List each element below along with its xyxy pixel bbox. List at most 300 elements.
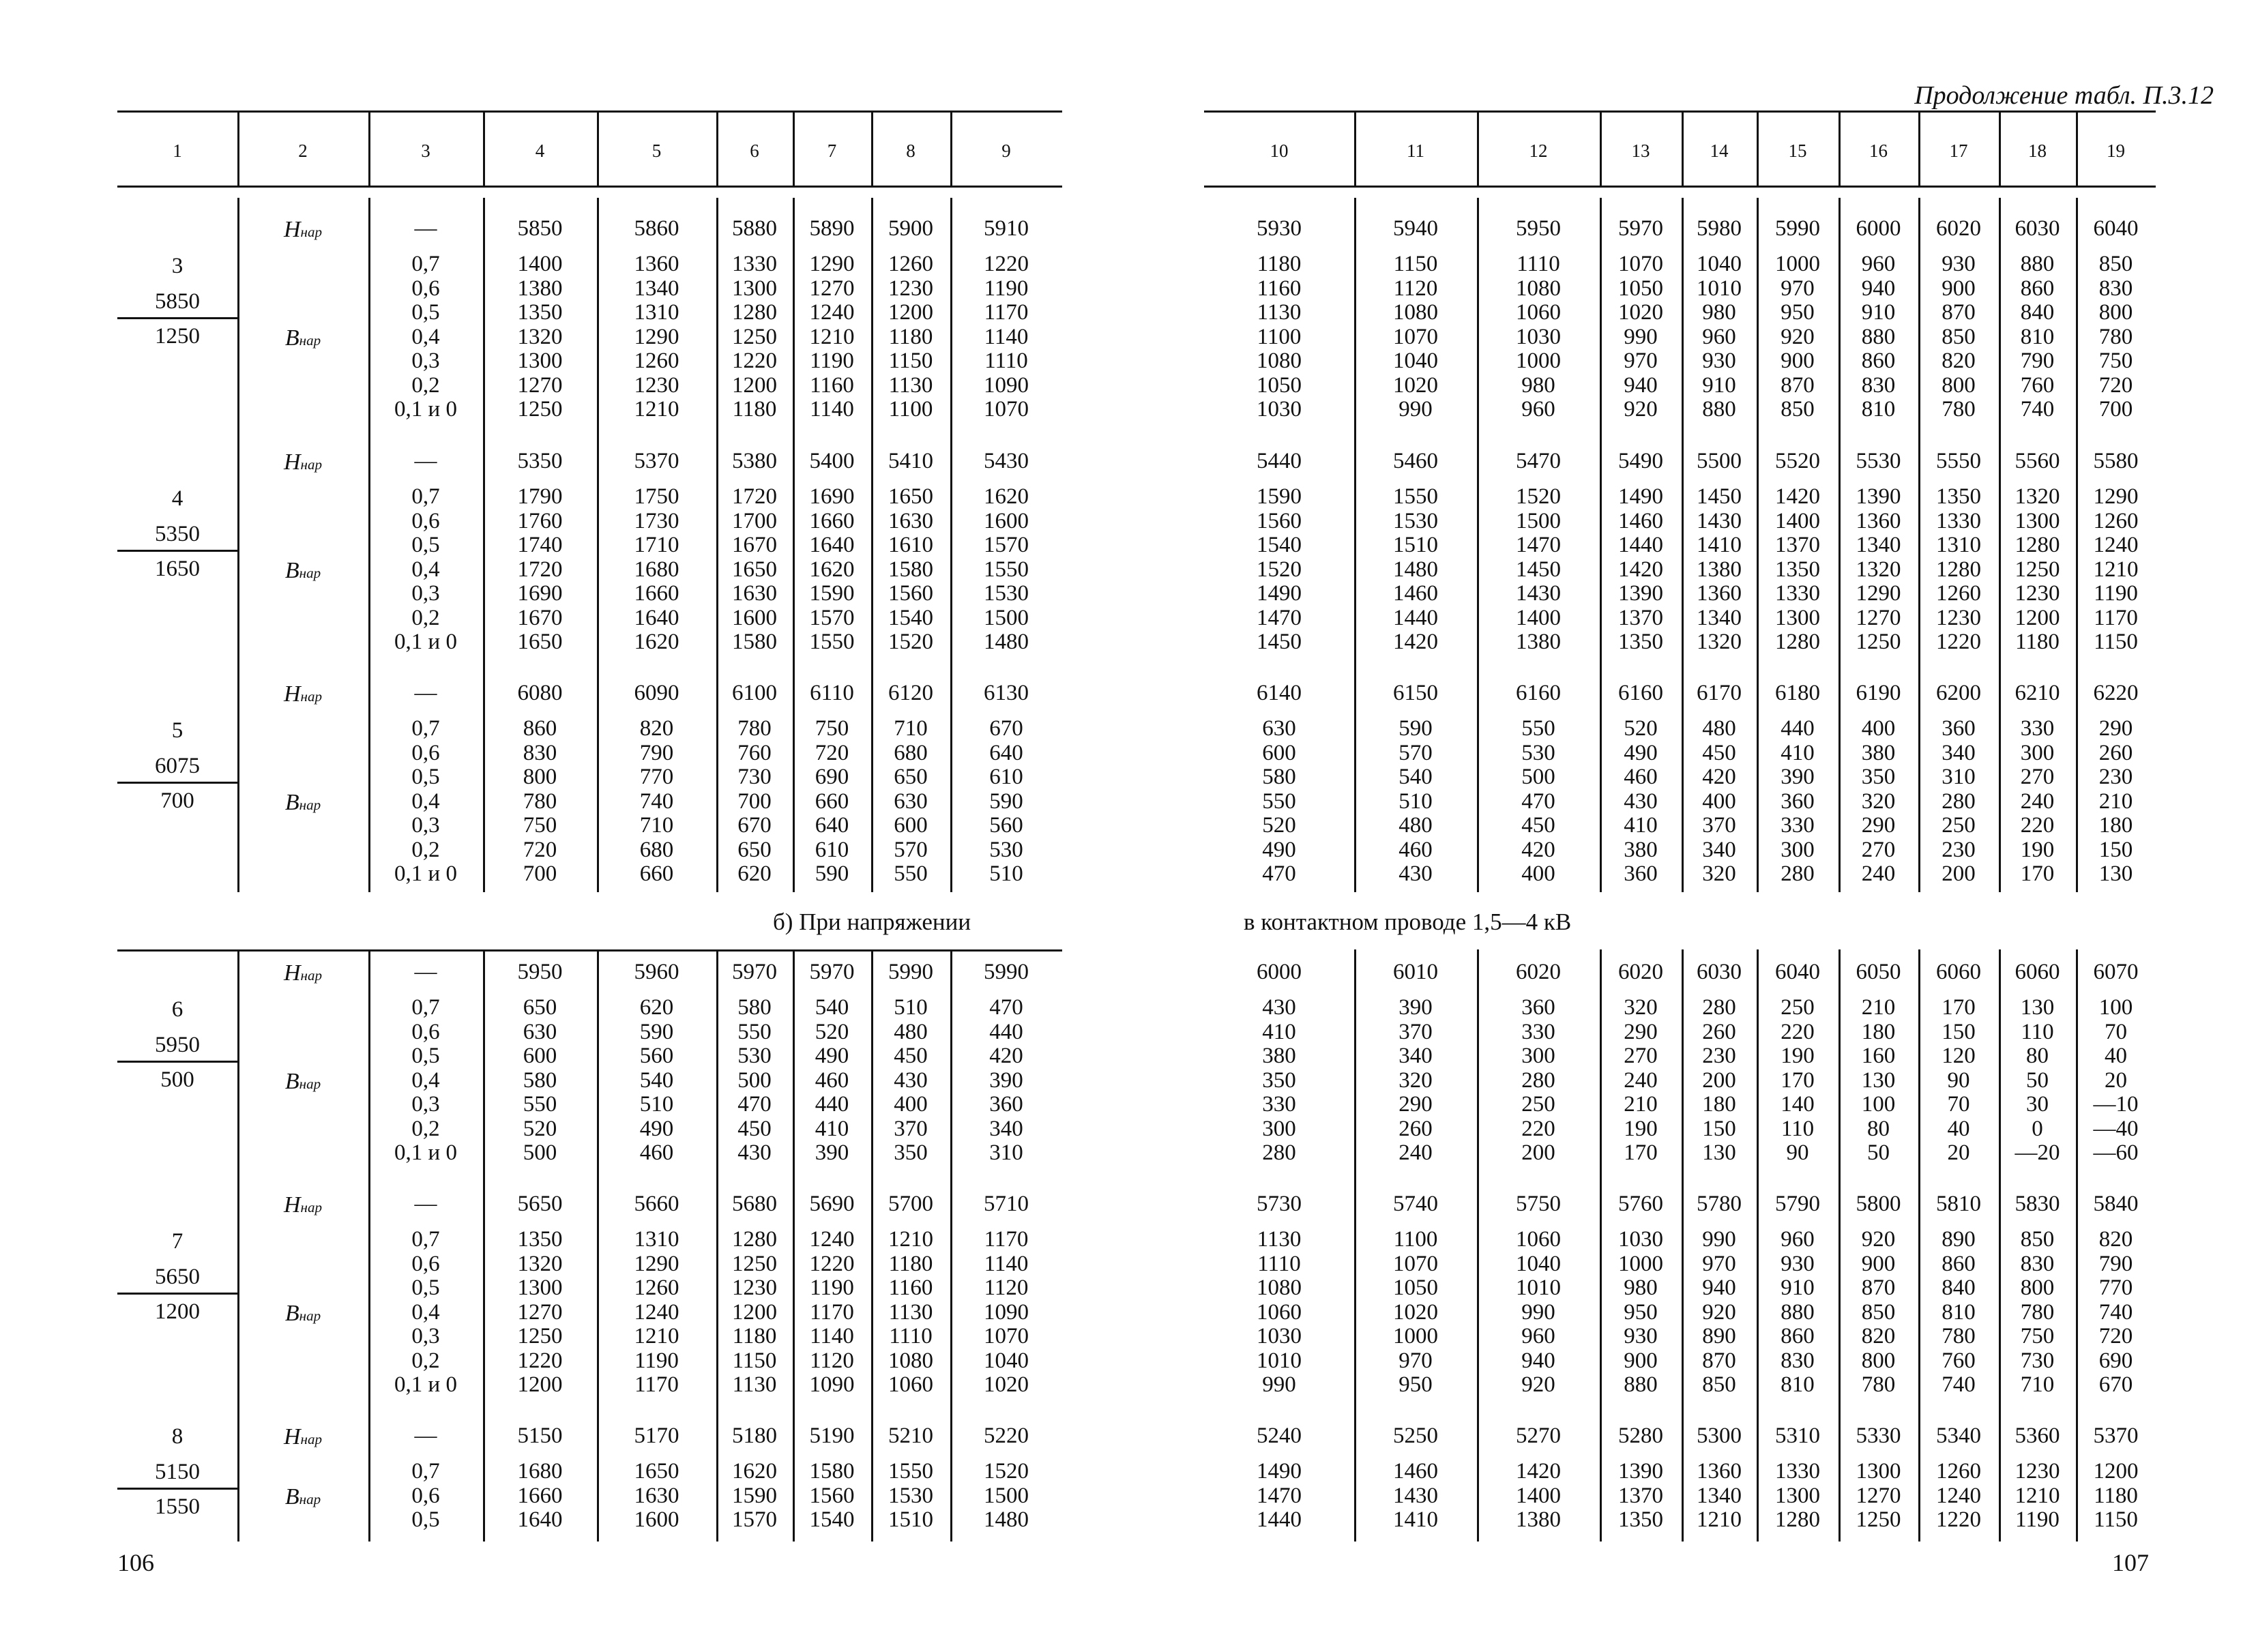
h-label: [237, 449, 368, 475]
b-value: 920: [1781, 324, 1815, 349]
b-value: 280: [1781, 861, 1815, 886]
b-value: 870: [1861, 1275, 1896, 1300]
b-value: 1270: [809, 276, 855, 301]
b-value: 40: [2105, 1044, 2127, 1068]
b-value: 1020: [1393, 1299, 1438, 1325]
b-value: 640: [989, 740, 1023, 765]
h-value: 6200: [1936, 681, 1981, 705]
b-value: 740: [639, 788, 674, 814]
b-value: 1640: [517, 1507, 563, 1532]
b-value: 1200: [2015, 605, 2060, 630]
b-value: 1210: [2093, 557, 2139, 582]
b-value: 970: [1702, 1251, 1736, 1276]
b-value: 1620: [809, 557, 855, 582]
b-value: 610: [815, 837, 849, 862]
header-column-separator: [1600, 112, 1602, 186]
b-value: 840: [2020, 300, 2055, 325]
b-value: 1640: [634, 605, 679, 630]
b-parameter: 0,7: [411, 484, 440, 509]
b-value: 1030: [1516, 324, 1561, 349]
b-value: 230: [1942, 837, 1976, 862]
b-value: 520: [1262, 813, 1296, 838]
b-value: 1530: [984, 581, 1029, 606]
b-value: 880: [1861, 324, 1896, 349]
header-column-separator: [1918, 112, 1920, 186]
b-value: 1380: [1697, 557, 1742, 582]
b-value: 1340: [1697, 1483, 1742, 1508]
b-value: 1560: [888, 581, 933, 606]
section-number: 5: [171, 718, 184, 743]
b-value: 1380: [1516, 630, 1561, 654]
b-value: 1280: [1775, 1507, 1820, 1532]
b-value: 1040: [1393, 349, 1438, 373]
b-value: 790: [2098, 1251, 2133, 1276]
b-value: 860: [1781, 1324, 1815, 1348]
b-value: 510: [989, 861, 1023, 886]
b-parameter: 0,4: [411, 324, 440, 349]
b-parameter: 0,6: [411, 1251, 440, 1276]
b-value: 1390: [1618, 1459, 1663, 1484]
b-value: 460: [815, 1067, 849, 1093]
header-column-separator: [1477, 112, 1479, 186]
section-bottom-value: 1550: [155, 1494, 200, 1519]
b-value: 750: [523, 813, 557, 838]
b-value: 320: [1861, 788, 1896, 814]
h-dash: —: [414, 1192, 437, 1216]
b-value: 1440: [1618, 533, 1663, 557]
h-value: 6040: [1775, 960, 1820, 984]
b-value: 1120: [810, 1348, 854, 1373]
h-value: 5950: [1516, 216, 1561, 241]
b-value: 940: [1861, 276, 1896, 301]
h-value: 5980: [1697, 216, 1742, 241]
h-value: 5780: [1697, 1192, 1742, 1216]
h-value: 5860: [634, 216, 679, 241]
b-value: 540: [639, 1067, 674, 1093]
b-value: 510: [1398, 788, 1433, 814]
b-value: 250: [1781, 995, 1815, 1020]
b-letter: B: [284, 1484, 299, 1509]
b-value: 260: [1398, 1116, 1433, 1141]
b-value: 1610: [888, 533, 933, 557]
b-value: 1160: [888, 1275, 933, 1300]
h-value: 5530: [1856, 449, 1901, 473]
b-value: 670: [737, 813, 772, 838]
b-value: 1200: [2093, 1459, 2139, 1484]
b-value: 1170: [634, 1372, 679, 1397]
b-value: 1640: [809, 533, 855, 557]
b-value: 770: [639, 765, 674, 789]
b-value: 1280: [2015, 533, 2060, 557]
section-fraction-bar: [117, 782, 237, 784]
b-value: 490: [1262, 837, 1296, 862]
b-value: 290: [2098, 716, 2133, 741]
b-value: 1070: [984, 397, 1029, 422]
b-value: 890: [1702, 1324, 1736, 1348]
b-parameter: 0,7: [411, 1227, 440, 1252]
b-value: 610: [989, 765, 1023, 789]
b-value: 1620: [732, 1459, 777, 1484]
h-value: 5460: [1393, 449, 1438, 473]
b-parameter: 0,1 и 0: [394, 861, 457, 886]
b-value: 740: [1942, 1372, 1976, 1397]
b-value: 1330: [1775, 581, 1820, 606]
b-value: 630: [523, 1019, 557, 1044]
b-value: 1630: [634, 1483, 679, 1508]
b-value: 440: [815, 1092, 849, 1117]
h-value: 6150: [1393, 681, 1438, 705]
b-value: 1250: [732, 324, 777, 349]
b-value: 490: [1624, 740, 1658, 765]
b-parameter: 0,6: [411, 276, 440, 301]
h-value: 5690: [809, 1192, 855, 1216]
b-value: 1790: [517, 484, 563, 509]
b-value: 1210: [809, 324, 855, 349]
b-value: 1170: [984, 1227, 1029, 1252]
h-value: 6060: [1936, 960, 1981, 984]
section-top-value: 5650: [155, 1264, 200, 1289]
b-value: 1190: [810, 1275, 854, 1300]
b-value: 1370: [1618, 605, 1663, 630]
b-value: 220: [1781, 1019, 1815, 1044]
b-value: 1430: [1516, 581, 1561, 606]
b-value: 1260: [634, 1275, 679, 1300]
b-parameter: 0,6: [411, 1019, 440, 1044]
h-label: [237, 1424, 368, 1450]
b-value: 950: [1781, 300, 1815, 325]
b-value: 980: [1702, 300, 1736, 325]
b-value: 1040: [984, 1348, 1029, 1373]
column-header: 18: [2028, 141, 2047, 161]
h-value: 5270: [1516, 1424, 1561, 1448]
b-value: 1450: [1697, 484, 1742, 509]
b-value: 440: [989, 1019, 1023, 1044]
b-parameter: 0,2: [411, 605, 440, 630]
h-value: 5180: [732, 1424, 777, 1448]
b-value: 300: [2020, 740, 2055, 765]
b-value: 850: [1861, 1299, 1896, 1325]
header-column-separator: [483, 112, 485, 186]
b-value: 110: [2021, 1019, 2054, 1044]
b-value: 1080: [1257, 349, 1302, 373]
b-value: 1470: [1516, 533, 1561, 557]
b-value: 750: [2098, 349, 2133, 373]
b-parameter: 0,4: [411, 788, 440, 814]
b-value: 260: [1702, 1019, 1736, 1044]
b-value: 860: [1942, 1251, 1976, 1276]
b-value: 580: [1262, 765, 1296, 789]
section-bottom-value: 1650: [155, 556, 200, 581]
b-value: 1020: [984, 1372, 1029, 1397]
column-header: 4: [535, 141, 545, 161]
b-value: 360: [1521, 995, 1555, 1020]
b-value: 130: [2098, 861, 2133, 886]
b-value: 1180: [2015, 630, 2060, 654]
b-value: 470: [1521, 788, 1555, 814]
h-value: 6160: [1618, 681, 1663, 705]
b-value: 1420: [1618, 557, 1663, 582]
b-value: 960: [1781, 1227, 1815, 1252]
b-value: 1080: [1257, 1275, 1302, 1300]
b-value: 1550: [888, 1459, 933, 1484]
table-top-rule-left: [117, 110, 1062, 113]
b-value: 1420: [1775, 484, 1820, 509]
b-value: 430: [894, 1067, 928, 1093]
b-value: 210: [1861, 995, 1896, 1020]
b-value: 380: [1624, 837, 1658, 862]
b-value: 1220: [732, 349, 777, 373]
b-value: 1580: [732, 630, 777, 654]
b-value: 460: [639, 1140, 674, 1165]
b-value: 210: [2098, 788, 2133, 814]
h-value: 5500: [1697, 449, 1742, 473]
b-value: 1140: [984, 324, 1029, 349]
b-subscript: нар: [299, 1490, 321, 1507]
b-value: 450: [737, 1116, 772, 1141]
b-value: 1440: [1393, 605, 1438, 630]
b-value: 960: [1521, 1324, 1555, 1348]
b-value: 1690: [809, 484, 855, 509]
b-value: 1090: [984, 372, 1029, 398]
b-value: 30: [2026, 1092, 2049, 1117]
b-value: 910: [1702, 372, 1736, 398]
section-top-value: 6075: [155, 753, 200, 778]
b-value: 1720: [732, 484, 777, 509]
b-value: 1320: [2015, 484, 2060, 509]
b-value: 1070: [1393, 1251, 1438, 1276]
h-value: 5300: [1697, 1424, 1742, 1448]
b-value: 1580: [809, 1459, 855, 1484]
b-value: 1400: [1516, 1483, 1561, 1508]
b-value: 190: [1624, 1116, 1658, 1141]
b-value: 760: [2020, 372, 2055, 398]
b-value: 650: [523, 995, 557, 1020]
b-value: 400: [1521, 861, 1555, 886]
b-value: 1010: [1257, 1348, 1302, 1373]
b-value: 480: [1398, 813, 1433, 838]
b-value: 800: [2020, 1275, 2055, 1300]
b-value: 550: [894, 861, 928, 886]
b-value: 990: [1521, 1299, 1555, 1325]
b-parameter: 0,5: [411, 1044, 440, 1068]
h-value: 6020: [1618, 960, 1663, 984]
b-value: 1280: [732, 300, 777, 325]
h-value: 6170: [1697, 681, 1742, 705]
b-value: 420: [1702, 765, 1736, 789]
b-value: 1660: [517, 1483, 563, 1508]
b-value: 1470: [1257, 1483, 1302, 1508]
h-dash: —: [414, 960, 437, 984]
b-value: 1060: [1516, 300, 1561, 325]
b-value: 1030: [1257, 1324, 1302, 1348]
h-value: 6110: [810, 681, 854, 705]
b-subscript: нар: [299, 796, 321, 813]
column-header: 5: [651, 141, 662, 161]
h-value: 6040: [2093, 216, 2139, 241]
h-value: 5310: [1775, 1424, 1820, 1448]
b-value: 1250: [517, 397, 563, 422]
b-value: 1000: [1775, 252, 1820, 276]
b-value: 200: [1942, 861, 1976, 886]
b-value: 880: [1624, 1372, 1658, 1397]
b-value: 1570: [984, 533, 1029, 557]
b-value: 1250: [2015, 557, 2060, 582]
b-value: 1350: [517, 300, 563, 325]
b-value: 1200: [517, 1372, 563, 1397]
h-subscript: нар: [300, 967, 323, 984]
b-value: 980: [1624, 1275, 1658, 1300]
b-value: 350: [894, 1140, 928, 1165]
b-value: 1440: [1257, 1507, 1302, 1532]
b-value: 830: [1861, 372, 1896, 398]
b-value: 590: [639, 1019, 674, 1044]
right-page-number: 107: [2112, 1549, 2149, 1576]
b-value: 1270: [517, 1299, 563, 1325]
b-value: 1030: [1257, 397, 1302, 422]
b-value: 1220: [1936, 1507, 1981, 1532]
b-value: 270: [1861, 837, 1896, 862]
b-value: 850: [2020, 1227, 2055, 1252]
column-header: 1: [173, 141, 182, 161]
b-value: 200: [1702, 1067, 1736, 1093]
h-value: 5650: [517, 1192, 563, 1216]
h-value: 6080: [517, 681, 563, 705]
b-value: 510: [894, 995, 928, 1020]
b-value: 40: [1947, 1116, 1970, 1141]
b-value: 1650: [517, 630, 563, 654]
section-fraction-bar: [117, 550, 237, 552]
b-value: 530: [989, 837, 1023, 862]
b-value: 640: [815, 813, 849, 838]
h-value: 5240: [1257, 1424, 1302, 1448]
b-value: 310: [989, 1140, 1023, 1165]
b-value: 1200: [732, 1299, 777, 1325]
b-value: 920: [1861, 1227, 1896, 1252]
b-value: 820: [2098, 1227, 2133, 1252]
b-value: 1290: [809, 252, 855, 276]
b-value: 980: [1521, 372, 1555, 398]
b-value: 230: [1702, 1044, 1736, 1068]
b-value: 1090: [984, 1299, 1029, 1325]
b-value: 1580: [888, 557, 933, 582]
b-value: 780: [2098, 324, 2133, 349]
b-value: 380: [1861, 740, 1896, 765]
header-bottom-rule-right: [1204, 186, 2156, 188]
h-value: 5220: [984, 1424, 1029, 1448]
b-value: 70: [1947, 1092, 1970, 1117]
b-value: 1330: [732, 252, 777, 276]
b-value: 1170: [984, 300, 1029, 325]
b-value: 80: [2026, 1044, 2049, 1068]
b-value: 500: [1521, 765, 1555, 789]
b-value: 690: [2098, 1348, 2133, 1373]
b-value: 1070: [1618, 252, 1663, 276]
b-value: 170: [2020, 861, 2055, 886]
b-value: 900: [1781, 349, 1815, 373]
b-value: 740: [2098, 1299, 2133, 1325]
b-value: 1320: [1856, 557, 1901, 582]
h-value: 5800: [1856, 1192, 1901, 1216]
b-value: 1300: [1856, 1459, 1901, 1484]
b-value: 770: [2098, 1275, 2133, 1300]
b-value: 1150: [888, 349, 933, 373]
b-value: 1450: [1257, 630, 1302, 654]
h-value: 5520: [1775, 449, 1820, 473]
b-value: 1130: [732, 1372, 777, 1397]
h-label: [237, 217, 368, 243]
b-value: 790: [2020, 349, 2055, 373]
h-value: 6000: [1257, 960, 1302, 984]
h-dash: —: [414, 216, 437, 241]
b-value: 530: [737, 1044, 772, 1068]
h-subscript: нар: [300, 688, 323, 705]
b-value: 970: [1398, 1348, 1433, 1373]
b-value: 340: [1398, 1044, 1433, 1068]
b-value: 1050: [1618, 276, 1663, 301]
section-number: 6: [171, 997, 184, 1022]
b-value: 780: [1942, 1324, 1976, 1348]
b-value: 880: [1781, 1299, 1815, 1325]
b-value: 1280: [732, 1227, 777, 1252]
b-value: 580: [523, 1067, 557, 1093]
b-value: 510: [639, 1092, 674, 1117]
b-value: 250: [1521, 1092, 1555, 1117]
section-top-value: 5850: [155, 289, 200, 314]
b-value: 350: [1262, 1067, 1296, 1093]
b-value: 1300: [517, 349, 563, 373]
b-value: 1550: [984, 557, 1029, 582]
b-value: 1320: [517, 1251, 563, 1276]
b-value: 410: [1624, 813, 1658, 838]
column-header: 6: [750, 141, 759, 161]
b-value: —20: [2015, 1140, 2060, 1165]
b-value: 1420: [1516, 1459, 1561, 1484]
b-value: 960: [1702, 324, 1736, 349]
h-value: 5560: [2015, 449, 2060, 473]
b-value: 780: [2020, 1299, 2055, 1325]
b-value: 920: [1702, 1299, 1736, 1325]
b-value: 1230: [1936, 605, 1981, 630]
b-value: 330: [2020, 716, 2055, 741]
b-letter: B: [284, 1068, 299, 1094]
b-value: 1130: [1257, 1227, 1302, 1252]
h-value: 5170: [634, 1424, 679, 1448]
b-parameter: 0,1 и 0: [394, 1372, 457, 1397]
column-header: 2: [298, 141, 308, 161]
b-value: 390: [815, 1140, 849, 1165]
h-label: [237, 1192, 368, 1218]
b-value: 1220: [517, 1348, 563, 1373]
b-value: 500: [737, 1067, 772, 1093]
b-value: 1170: [810, 1299, 854, 1325]
b-value: 280: [1521, 1067, 1555, 1093]
h-value: 6010: [1393, 960, 1438, 984]
header-column-separator: [237, 112, 239, 186]
b-value: 1190: [810, 349, 854, 373]
b-value: 1660: [634, 581, 679, 606]
b-value: 1210: [2015, 1483, 2060, 1508]
b-value: 1350: [1775, 557, 1820, 582]
b-value: 390: [989, 1067, 1023, 1093]
h-value: 5490: [1618, 449, 1663, 473]
h-letter: H: [283, 217, 301, 242]
b-value: 1560: [809, 1483, 855, 1508]
b-value: 760: [1942, 1348, 1976, 1373]
b-value: 1530: [1393, 508, 1438, 533]
b-value: 1360: [1856, 508, 1901, 533]
b-value: 660: [815, 788, 849, 814]
b-value: 120: [1942, 1044, 1976, 1068]
